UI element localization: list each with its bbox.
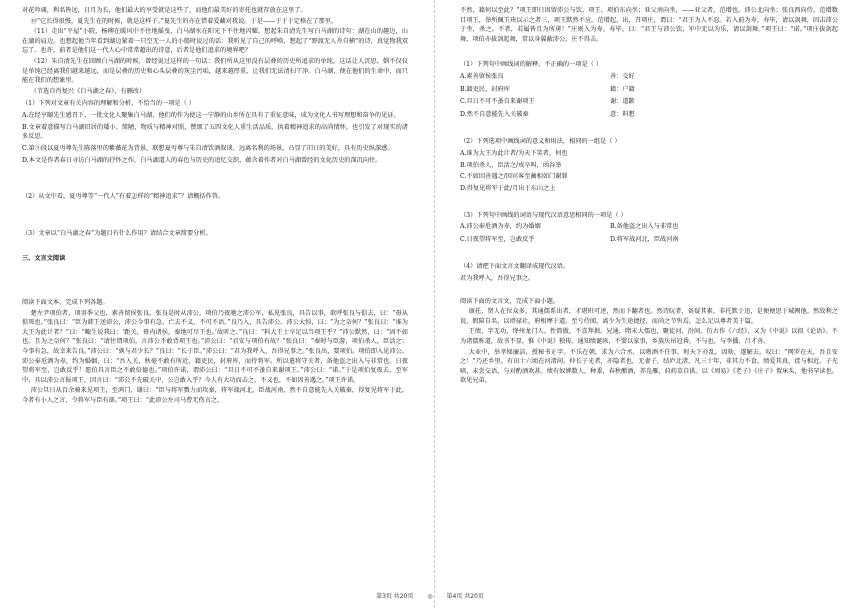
option-c: C.不如因善遇之/因宾客至蔺相如门谢罪	[460, 173, 568, 181]
option-a-gloss: 善：交好	[610, 73, 635, 81]
option-d-gloss: 意：料想	[610, 110, 635, 118]
classical-text: 沛公旦日从百余骑来见项王，至鸿门，谢曰：“臣与将军戮力而攻秦，将军战河北，臣战河南，然不自意能先入关破秦，得复见将军于此。今者有小人之言，令将军与臣有郤。”项王曰：“此沛公左司马曹无伤言之，	[22, 387, 408, 405]
option-row	[460, 222, 838, 232]
classical-text: 楚左尹项伯者，项羽季父也，素善留侯张良。张良是时从沛公，项伯乃夜驰之沛公军，私见张良，具告以事，欲呼张良与俱去，曰：“毋从俱死也。”张良曰：“臣为韩王送沛公，沛公今事有急，亡去不义，不可不语。”良乃入，具告沛公。沛公大惊，曰：“为之奈何？”张良曰：“谁为大王为此计者？”曰：“鲰生说我曰：‘距关，毋内诸侯，秦地可尽王也。’故听之。”良曰：“料大王士卒足以当项王乎？”沛公默然，曰：“固不如也。且为之奈何？”张良曰：“请往谓项伯，言沛公不敢背项王也。”沛公曰：“君安与项伯有故？”张良曰：“秦时与臣游，项伯杀人，臣活之；今事有急，故幸来告良。”沛公曰：“孰与君少长？”良曰：“长于臣。”沛公曰：“君为我呼入，吾得兄事之。”张良出，要项伯。项伯即入见沛公。沛公奉卮酒为寿，约为婚姻，曰：“吾入关，秋毫不敢有所近，籍吏民，封府库，而待将军。所以遣将守关者，备他盗之出入与非常也。日夜望将军至，岂敢反乎！愿伯具言臣之不敢倍德也。”项伯许诺，谓沛公曰：“旦日不可不蚤自来谢项王。”沛公曰：“诺。”于是项伯复夜去，至军中，具以沛公言报项王，因言曰：“沛公不先破关中，公岂敢入乎？今人有大功而击之，不义也，不如因善遇之。”项王许诺。	[22, 309, 408, 384]
section-heading: 三、文言文阅读	[22, 255, 66, 263]
question-2: （2）从文中看，夏丏尊等“一代人”有着怎样的“精神追求”？请概括作答。	[22, 193, 225, 201]
paragraph: 对花吟诵，利名皆远，日月为长，他们最大的享受就是这些了，而他们最美好的寄托也就存放在这里了。	[22, 7, 307, 14]
question-1: （1）下列对文章有关内容的理解和分析，不恰当的一项是（ ）	[22, 100, 195, 108]
option-row	[460, 110, 838, 120]
right-page	[430, 0, 860, 608]
option-d: D.本文是作者春日寻访白马湖的抒怀之作，白马湖道人的春色与历史的追忆交织，蕴含着作者对白马湖曾经的文化历史的深沉向往。	[22, 156, 382, 164]
option-b: B.籍吏民，封府库	[460, 85, 510, 93]
classical-text: 王绩，字无功，绛州龙门人。性简傲，不喜拜揖。兄通，隋末大儒也，聚徒河、汾间，仿古作《六经》，又为《中说》以拟《论语》。不为诸儒称道，故书不显，惟《中说》独传。通知绩诞纵，不婴以家事，乡族庆吊冠昏，不与也。与李播、吕才善。	[460, 328, 838, 346]
question-2: （2）下列选项中画线词的意义和用法，相同的一组是（ ）	[460, 138, 621, 146]
translation-sentence: 君为我呼入，吾得兄事之。	[460, 274, 535, 282]
option-row	[460, 85, 838, 95]
option-row	[460, 235, 838, 245]
option-c: C.日夜望将军至，岂敢反乎	[460, 235, 535, 243]
option-b: B.备他盗之出入与非常也	[610, 223, 679, 231]
classical-text: 康托，贤人在位众多，其通儒系出者，才堪班可述，然而下翻者也。然诗阮者，备疑其素，非托默于迅，是便便思于城阙他。然敌利之说，假陪自名，以谤禄社，府相摩于道。至亏侍闻，离少为生途捷径，而尚之节售焉，怎么足以尊者美于篇。	[460, 308, 838, 325]
paragraph: （12）朱自清先生在回顾白马湖的时候，曾经说过这样的一句话：我们所从这里没有层叠的历史所追求的单纯，这话让人沉思。倒不仅仅是单纯已经离我们越来越远，而是层叠的历史和心头层叠的灰尘污垢，越来越厚重，让我们无法清扫干净。白马湖，便在他们的生命中，而只能在我们的想象里。	[22, 58, 408, 85]
page-number-right: 第4页 共20页	[446, 593, 484, 600]
page-number-left: 第3页 共20页	[376, 593, 414, 600]
option-a: A.素善留侯张良	[460, 73, 504, 81]
source-note: （节选自肖复兴《白马湖之春》，有删改）	[30, 87, 146, 95]
option-c: C.第⑨段以夏丏尊先生陈落里的紫薇花为背景，联想夏丏尊与朱自清饮酒叙谈、远离名利的场景，凸显了旧日的美好，具有历史纵深感。	[22, 144, 394, 152]
option-d: D.得复见将军于此/月出于东山之上	[460, 184, 556, 192]
option-row	[460, 97, 838, 107]
option-b: B.文章着意描写白马湖旧居的矮小、简陋，物质与精神对照，赞颂了五四文化人重生活品质，执着精神追求的高尚情怀，也引发了对现实的诸多反思。	[22, 123, 408, 141]
classical-text: 不然，籍何以至此？”项王即日因留沛公与饮。项王、项伯东向坐；亚父南向坐，——亚父者，范增也。沛公北向坐；张良西向侍。范增数目项王，举所佩玉玦以示之者三，项王默然不应。范增起，出，召项庄，谓曰：“君王为人不忍。若入前为寿，寿毕，请以剑舞，因击沛公于坐，杀之。不者，若属皆且为所虏！”庄则入为寿。寿毕，曰：“君王与沛公饮，军中无以为乐，请以剑舞。”项王曰：“诺。”项庄拔剑起舞，项伯亦拔剑起舞，常以身翼蔽沛公，庄不得击。	[460, 7, 838, 43]
paragraph: ⑩“它长得很慢，夏先生在的时候，就是这样子。”夏先生的亦在惜着爱藏对我说。于是——于于于定格在了那里。	[30, 17, 338, 25]
reading-intro: 阅读下面的文言文，完成下面小题。	[460, 297, 559, 305]
option-a: A.在经亨颐先生感召下，一批文化人聚集白马湖，他们的作为使这一宁静的山乡所在具有了重征意味，成为文化人书写理想和奋争的见证。	[22, 112, 400, 120]
question-3: （3）文章以“白马湖之春”为题目有什么作用？请结合文章简要分析。	[22, 229, 212, 237]
question-3: （3）下列句中画线的词语与现代汉语意思相同的一项是（ ）	[460, 211, 627, 219]
page-footer	[0, 592, 860, 601]
option-d: D.然不自意能先入关破秦	[460, 110, 529, 118]
option-a: A.沛公奉卮酒为寿，约为婚姻	[460, 223, 541, 231]
option-a: A.谁为大王为此计者/为天下笑者，何也	[460, 150, 568, 158]
option-row	[460, 72, 838, 82]
footer-separator-icon: ◎	[427, 593, 433, 600]
classical-text: 大业中，举孝悌廉洁，授秘书正字。不乐在朝，求为六合丞，以嗜酒不任事，时天下亦乱，因劾，遂解去。叹曰：“网罗在天，吾且安之！”乃还乡里。有田十六顷在河渚间。仲长子光者，亦隐者也，无妻子，结庐北渚，凡三十年，非其力不食。绩爱其真，徙与相近。子光喑，未尝交语，与对酌酒欢甚。绩有奴婢数人，种黍，春秋酿酒，养凫雁，莳药草自供。以《周易》《老子》《庄子》置床头，他书罕读也。欲见兄弟，	[460, 348, 838, 385]
reading-intro: 阅读下面文本，完成下列各题。	[22, 298, 109, 306]
paragraph: （11）走出“平屋”小院，杨柳在暖风中不住地摇曳，白马湖水在阳光下不住地闪耀。想起朱自清先生写白马湖的诗句：湖在山的趣边，山在湖的肩边。也想起他当年看到湖边紧着一只空无一人的小船时说过的话：我听见了自己的呼唤，想起了“野渡无人舟自横”的诗，真觉物我双忘了。也许，前者是他们这一代人心中常常超出的诗意，后者是他们追求的境界吧？	[22, 28, 408, 55]
option-b: B.项伯杀人，臣活之/戍卒叫，函谷举	[460, 161, 562, 169]
question-1: （1）下列句中画线词的解释，不正确的一项是（ ）	[460, 61, 603, 69]
option-c-gloss: 谢：道歉	[610, 98, 635, 106]
option-d: D.将军战河北，臣战河南	[610, 235, 679, 243]
question-4: （4）请把下面文言文翻译成现代汉语。	[460, 263, 570, 271]
option-c: C.旦日不可不蚤自来谢项王	[460, 98, 535, 106]
option-b-gloss: 籍：户籍	[610, 85, 635, 93]
